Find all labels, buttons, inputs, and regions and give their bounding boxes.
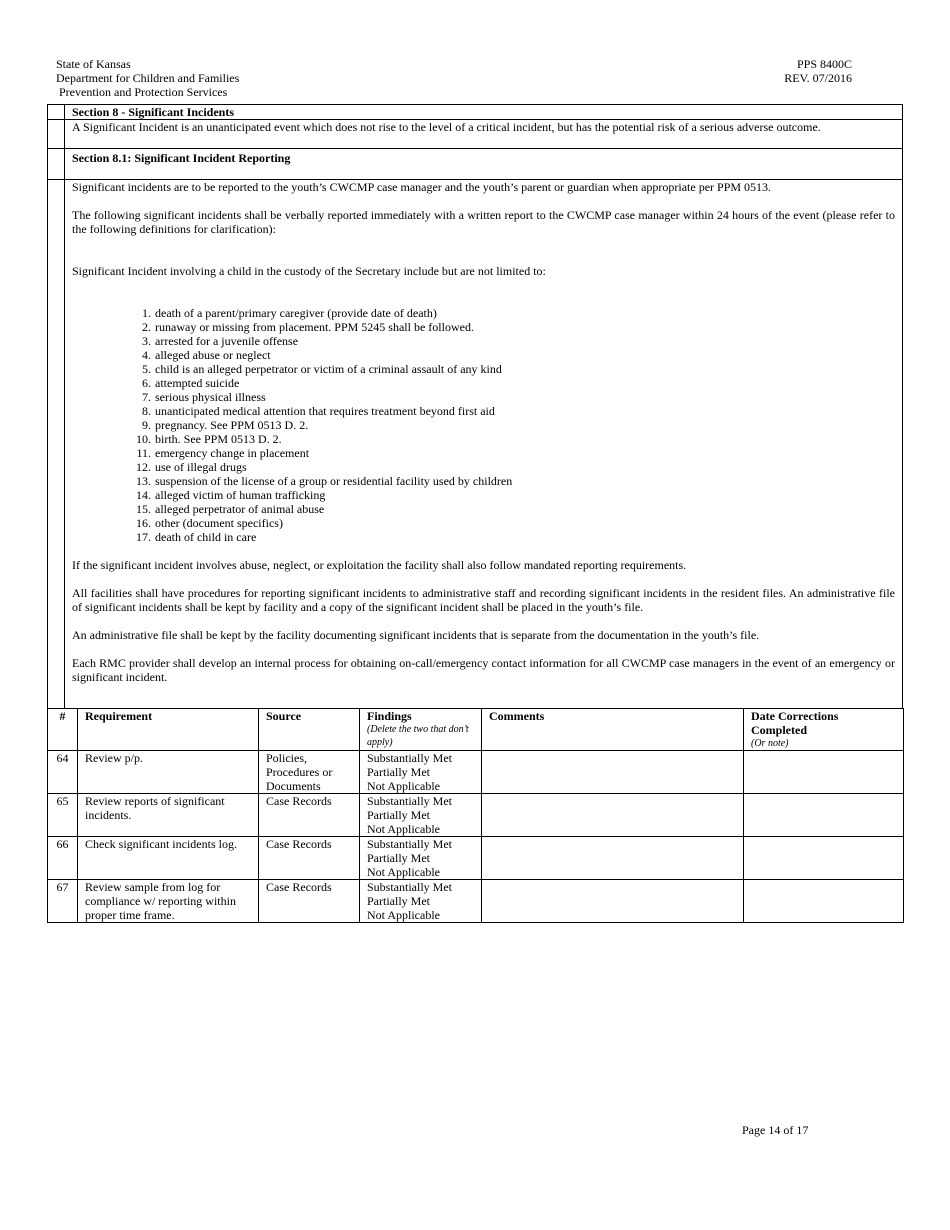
incident-item-text: death of child in care (155, 530, 257, 544)
incident-item-number: 3. (142, 334, 151, 348)
header-state: State of Kansas (56, 57, 131, 71)
row-findings (360, 794, 482, 837)
incident-item-number: 4. (142, 348, 151, 362)
incident-item-number: 17. (136, 530, 151, 544)
incident-item-number: 10. (136, 432, 151, 446)
incident-item (72, 390, 895, 404)
col-date-label: Date Corrections Completed (751, 709, 839, 737)
row-date-completed[interactable] (744, 880, 904, 923)
incident-item-text: emergency change in placement (155, 446, 310, 460)
incident-item-text: suspension of the license of a group or residential facility used by children (155, 474, 513, 488)
incident-item (72, 362, 895, 376)
incident-item-text: serious physical illness (155, 390, 266, 404)
incident-item (72, 306, 895, 320)
incident-item-text: unanticipated medical attention that requires treatment beyond first aid (155, 404, 495, 418)
requirements-table (47, 708, 904, 923)
row-findings (360, 837, 482, 880)
incident-item-text: child is an alleged perpetrator or victim of a criminal assault of any kind (155, 362, 502, 376)
row-findings (360, 751, 482, 794)
para-reporting: Significant incidents are to be reported to the youth’s CWCMP case manager and the youth’s parent or guardian when appropriate per PPM 0513. (72, 180, 772, 194)
table-row (48, 794, 904, 837)
row-date-completed[interactable] (744, 837, 904, 880)
incident-item-number: 9. (142, 418, 151, 432)
incident-item (72, 432, 895, 446)
para-abuse: If the significant incident involves abuse, neglect, or exploitation the facility shall also follow mandated reporting requirements. (72, 558, 687, 572)
finding-option: Partially Met (367, 894, 430, 908)
row-comments[interactable] (482, 751, 744, 794)
col-findings-note: (Delete the two that don’t apply) (367, 724, 469, 748)
incident-item (72, 474, 895, 488)
finding-option: Partially Met (367, 808, 430, 822)
incident-list (72, 306, 895, 544)
row-comments[interactable] (482, 880, 744, 923)
finding-option: Not Applicable (367, 908, 440, 922)
col-date (744, 709, 904, 751)
row-source: Case Records (259, 794, 360, 837)
row-comments[interactable] (482, 794, 744, 837)
incident-item (72, 376, 895, 390)
table-row (48, 880, 904, 923)
para-incident-intro: Significant Incident involving a child in the custody of the Secretary include but are not limited to: (72, 264, 546, 278)
section-frame (47, 104, 903, 709)
page-number: Page 14 of 17 (742, 1123, 809, 1137)
col-source: Source (259, 709, 360, 751)
header-agency (56, 57, 239, 99)
finding-option: Not Applicable (367, 779, 440, 793)
row-requirement: Review p/p. (78, 751, 259, 794)
section8-definition: A Significant Incident is an unanticipated event which does not rise to the level of a critical incident, but has the potential risk of a serious adverse outcome. (65, 120, 903, 149)
incident-item (72, 446, 895, 460)
incident-item-number: 8. (142, 404, 151, 418)
col-date-note: (Or note) (751, 738, 789, 749)
incident-item-text: other (document specifics) (155, 516, 283, 530)
incident-item (72, 418, 895, 432)
finding-option: Substantially Met (367, 751, 452, 765)
section8-title: Section 8 - Significant Incidents (65, 105, 903, 120)
incident-item-text: alleged perpetrator of animal abuse (155, 502, 325, 516)
incident-item-number: 11. (136, 446, 151, 460)
incident-item-number: 5. (142, 362, 151, 376)
incident-item-number: 16. (136, 516, 151, 530)
incident-item-number: 15. (136, 502, 151, 516)
incident-item (72, 334, 895, 348)
row-findings (360, 880, 482, 923)
para-verbal-report: The following significant incidents shall be verbally reported immediately with a written report to the CWCMP case manager within 24 hours of the event (please refer to the following definitions for clarification): (72, 208, 895, 236)
incident-item (72, 460, 895, 474)
row-number: 66 (48, 837, 78, 880)
row-source: Policies, Procedures or Documents (259, 751, 360, 794)
finding-option: Not Applicable (367, 865, 440, 879)
header-revision: REV. 07/2016 (784, 71, 852, 85)
incident-item (72, 530, 895, 544)
row-source: Case Records (259, 837, 360, 880)
incident-item-number: 1. (142, 306, 151, 320)
incident-item-number: 2. (142, 320, 151, 334)
table-row (48, 837, 904, 880)
incident-item (72, 320, 895, 334)
incident-item-text: alleged abuse or neglect (155, 348, 271, 362)
incident-item (72, 348, 895, 362)
row-requirement: Review sample from log for compliance w/ reporting within proper time frame. (78, 880, 259, 923)
header-form-id (760, 57, 852, 85)
section81-title: Section 8.1: Significant Incident Reporting (65, 149, 903, 180)
row-date-completed[interactable] (744, 751, 904, 794)
row-date-completed[interactable] (744, 794, 904, 837)
row-number: 64 (48, 751, 78, 794)
finding-option: Substantially Met (367, 880, 452, 894)
incident-item-text: runaway or missing from placement. PPM 5245 shall be followed. (155, 320, 474, 334)
incident-item-number: 7. (142, 390, 151, 404)
incident-item-text: use of illegal drugs (155, 460, 247, 474)
table-row (48, 751, 904, 794)
incident-item (72, 502, 895, 516)
row-requirement: Review reports of significant incidents. (78, 794, 259, 837)
col-comments: Comments (482, 709, 744, 751)
row-comments[interactable] (482, 837, 744, 880)
incident-item-text: birth. See PPM 0513 D. 2. (155, 432, 282, 446)
incident-item-number: 12. (136, 460, 151, 474)
header-division: Prevention and Protection Services (59, 85, 228, 99)
finding-option: Not Applicable (367, 822, 440, 836)
incident-item-text: death of a parent/primary caregiver (provide date of death) (155, 306, 437, 320)
row-source: Case Records (259, 880, 360, 923)
header-department: Department for Children and Families (56, 71, 240, 85)
incident-item-text: arrested for a juvenile offense (155, 334, 299, 348)
incident-item-number: 13. (136, 474, 151, 488)
row-number: 67 (48, 880, 78, 923)
para-rmc-provider: Each RMC provider shall develop an internal process for obtaining on-call/emergency contact information for all CWCMP case managers in the event of an emergency or significant incident. (72, 656, 895, 684)
header-form-number: PPS 8400C (796, 57, 852, 71)
row-number: 65 (48, 794, 78, 837)
para-admin-file: An administrative file shall be kept by the facility documenting significant incidents that is separate from the documentation in the youth’s file. (72, 628, 760, 642)
table-header-row (48, 709, 904, 751)
section81-body (65, 180, 903, 709)
incident-item-number: 14. (136, 488, 151, 502)
incident-item-text: alleged victim of human trafficking (155, 488, 326, 502)
col-number: # (48, 709, 78, 751)
incident-item (72, 404, 895, 418)
col-requirement: Requirement (78, 709, 259, 751)
finding-option: Substantially Met (367, 794, 452, 808)
col-findings (360, 709, 482, 751)
incident-item (72, 516, 895, 530)
incident-item-text: attempted suicide (155, 376, 240, 390)
finding-option: Partially Met (367, 765, 430, 779)
para-procedures: All facilities shall have procedures for reporting significant incidents to administrative staff and recording significant incidents in the resident files. An administrative file of significant incidents shall be kept by facility and a copy of the significant incident shall be placed in the youth’s file. (72, 586, 895, 614)
incident-item-text: pregnancy. See PPM 0513 D. 2. (155, 418, 309, 432)
incident-item (72, 488, 895, 502)
col-findings-label: Findings (367, 709, 412, 723)
finding-option: Partially Met (367, 851, 430, 865)
incident-item-number: 6. (142, 376, 151, 390)
finding-option: Substantially Met (367, 837, 452, 851)
row-requirement: Check significant incidents log. (78, 837, 259, 880)
